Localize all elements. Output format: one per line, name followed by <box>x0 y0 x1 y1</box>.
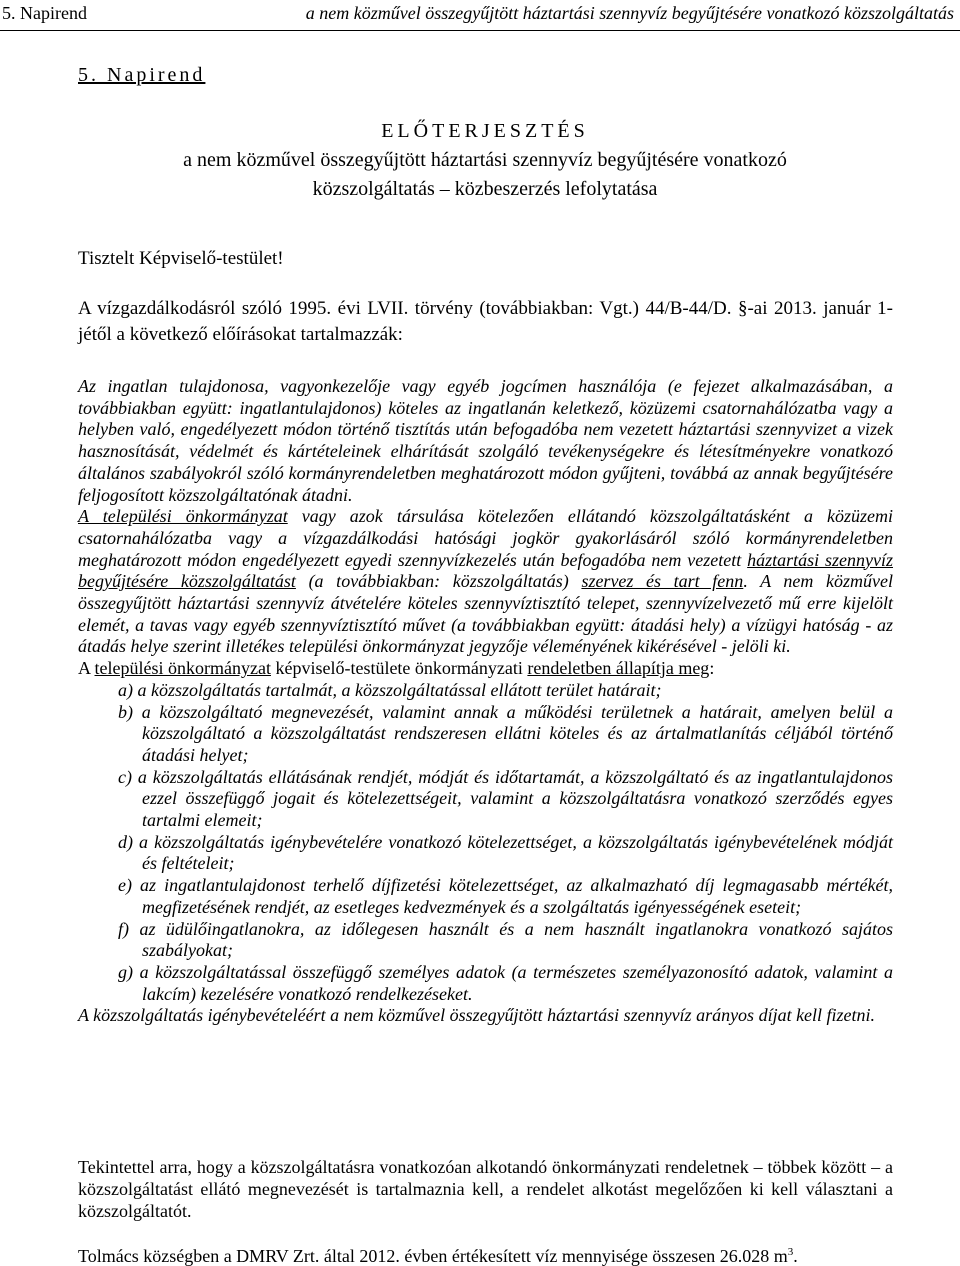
list-item: e) az ingatlantulajdonost terhelő díjfizetési kötelezettséget, az alkalmazható díj legmagasabb mértékét, megfizetésének rendjét, az esetleges kedvezmények és a szolgáltatás igényességének eseteit; <box>118 875 893 917</box>
agenda-heading: 5. Napirend <box>78 64 206 86</box>
underlined-term: háztartási szennyvíz begyűjtésére közszolgáltatást <box>78 549 893 592</box>
underlined-term: rendeletben állapítja meg <box>527 658 710 679</box>
quote-paragraph: A közszolgáltatás igénybevételéért a nem közművel összegyűjtött háztartási szennyvíz arányos díjat kell fizetni. <box>78 1005 876 1026</box>
list-item: a) a közszolgáltatás tartalmát, a közszolgáltatással ellátott terület határait; <box>118 679 662 700</box>
list-item: g) a közszolgáltatással összefüggő személyes adatok (a természetes személyazonosító adatok, valamint a lakcím) kezelésére vonatkozó rendelkezéseket. <box>118 961 893 1004</box>
water-volume-paragraph: Tolmács községben a DMRV Zrt. által 2012. évben értékesített víz mennyisége összesen 26.028 $m^3$. <box>78 1246 798 1266</box>
document-subject <box>78 146 892 204</box>
document-subject-line: közszolgáltatás – közbeszerzés lefolytatása <box>312 178 658 200</box>
list-item: f) az üdülőingatlanokra, az időlegesen használt és a nem használt ingatlanokra vonatkozó sajátos szabályokat; <box>118 918 893 961</box>
running-header <box>0 0 960 31</box>
list-item: c) a közszolgáltatás ellátásának rendjét, módját és időtartamát, a közszolgáltató és az ingatlantulajdonos ezzel összefüggő jogait és kötelezettségeit, valamint a közszolgáltatásra vonatkozó szerződés egyes tartalmi elemeit; <box>118 766 893 831</box>
list-item: d) a közszolgáltatás igénybevételére vonatkozó kötelezettséget, a közszolgáltatás igénybevételének módját és feltételeit; <box>118 831 893 874</box>
closing-paragraph: Tekintettel arra, hogy a közszolgáltatásra vonatkozóan alkotandó önkormányzati rendeletnek – többek között – a közszolgáltatást ellátó megnevezését is tartalmaznia kell, a rendelet alkotást megelőzően ki kell választani a közszolgáltatót. <box>78 1157 893 1221</box>
superscript: 3 <box>787 1246 794 1258</box>
quote-paragraph: A települési önkormányzat képviselő-testülete önkormányzati rendeletben állapítja meg: <box>78 658 715 679</box>
salutation: Tisztelt Képviselő-testület! <box>78 248 284 269</box>
underlined-term: szervez és tart fenn <box>581 571 744 592</box>
running-header-topic: a nem közművel összegyűjtött háztartási szennyvíz begyűjtésére vonatkozó közszolgáltatás <box>305 3 954 23</box>
intro-paragraph: A vízgazdálkodásról szóló 1995. évi LVII. törvény (továbbiakban: Vgt.) 44/B-44/D. §-ai 2013. január 1-jétől a következő előírásokat tartalmazzák: <box>78 298 893 345</box>
running-header-agenda: 5. Napirend <box>2 3 87 23</box>
document-title: ELŐTERJESZTÉS <box>381 120 589 142</box>
underlined-term: települési önkormányzat <box>94 658 271 679</box>
quote-paragraph: A települési önkormányzat vagy azok társulása kötelezően ellátandó közszolgáltatásként a közüzemi csatornahálózatba vagy a vízgazdálkodási hatósági jogkör gyakorlásáról szóló kormányrendeletben meghatározott módon engedélyezett egyedi szennyvízkezelés után befogadóba nem vezetett háztartási szennyvíz begyűjtésére közszolgáltatást (a továbbiakban: közszolgáltatás) szervez és tart fenn. A nem közművel összegyűjtött háztartási szennyvíz átvételére köteles szennyvíztisztító telepet, szennyvízelvezető mű erre kijelölt elemét, a tavas vagy egyéb szennyvíztisztító művet (a továbbiakban együtt: átadási hely) a vízügyi hatóság - az átadás helye szerint illetékes települési önkormányzat jegyzője véleményének kikérésével - jelöli ki. <box>78 506 894 657</box>
underlined-term: A települési önkormányzat <box>78 506 288 527</box>
document-subject-line: a nem közművel összegyűjtött háztartási szennyvíz begyűjtésére vonatkozó <box>183 149 787 171</box>
law-quote <box>78 376 893 1027</box>
list-item: b) a közszolgáltató megnevezését, valamint annak a működési területnek a határait, amelyen belül a közszolgáltató a közszolgáltatást rendszeresen ellátni köteles és az ártalmatlanítás céljából történő átadási helyet; <box>118 701 893 765</box>
quote-paragraph: Az ingatlan tulajdonosa, vagyonkezelője vagy egyéb jogcímen használója (e fejezet alkalmazásában, a továbbiakban együtt: ingatlantulajdonos) köteles az ingatlanán keletkező, közüzemi csatornahálózatba vagy a helyben való, engedélyezett módon történő tisztítás után befogadóba nem vezetett háztartási szennyvizet a vizek hasznosítását, védelmét és kártételeinek elhárítását szolgáló tevékenységekre és létesítményekre vonatkozó általános szabályokról szóló kormányrendeletben meghatározott módon gyűjteni, továbbá az annak begyűjtésére feljogosított közszolgáltatónak átadni. <box>78 376 893 505</box>
